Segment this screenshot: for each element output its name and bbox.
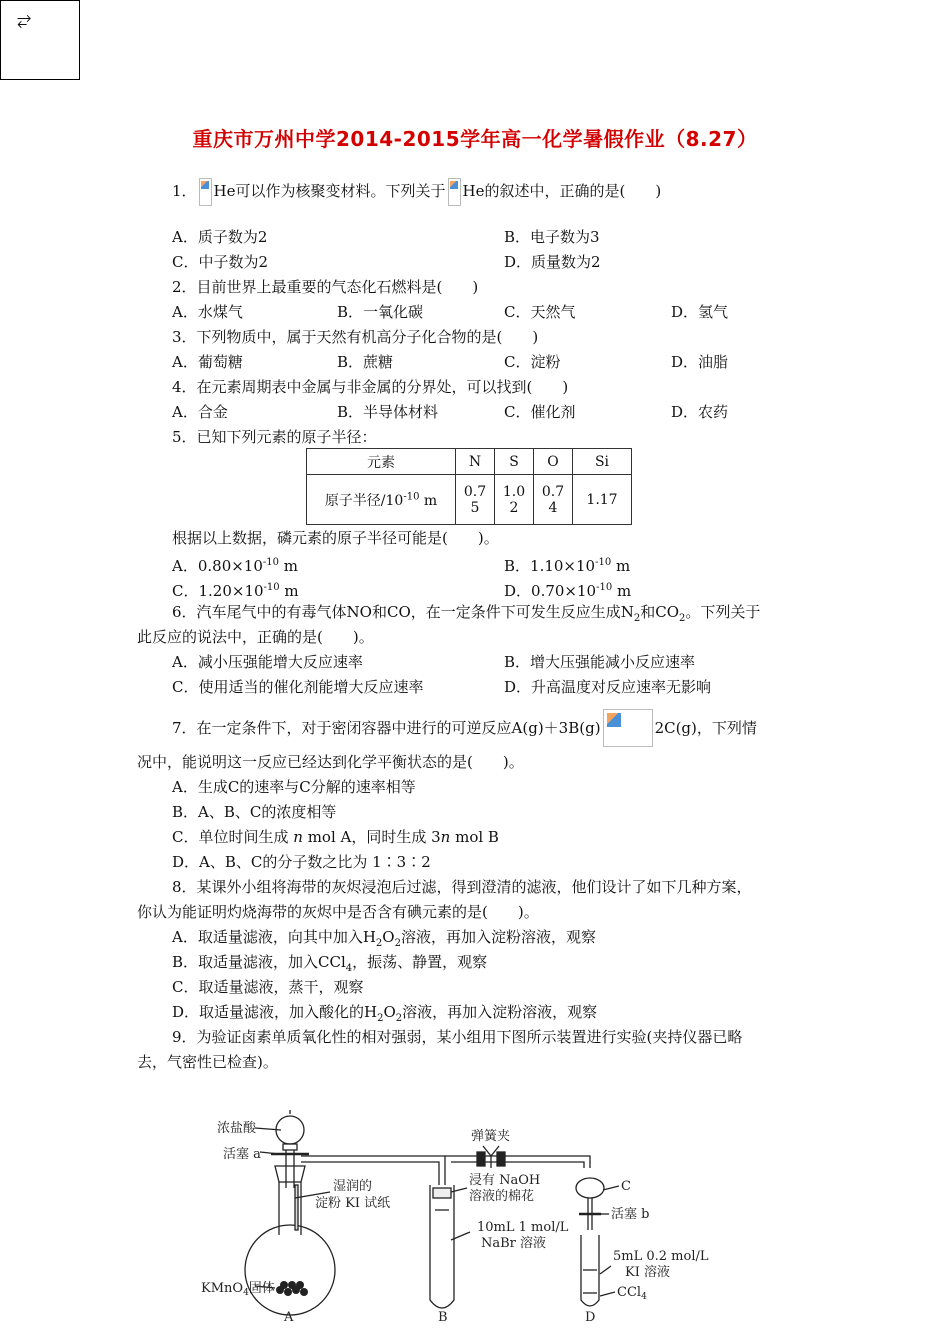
q4-option-d: D．农药 <box>671 403 729 421</box>
label-ccl4: CCl$_4$ <box>617 1285 647 1302</box>
q3-option-c: C．淀粉 <box>504 353 561 371</box>
q9-stem-line2: 去，气密性已检查)。 <box>137 1053 278 1071</box>
table-row-label: 原子半径$/10^{-10}$ m <box>307 475 456 525</box>
q6-option-c: C．使用适当的催化剂能增大反应速率 <box>172 678 424 696</box>
label-stopcock-b: 活塞 b <box>611 1207 650 1222</box>
q7-option-d: D．A、B、C的分子数之比为 1∶3∶2 <box>172 853 431 871</box>
label-conc-hcl: 浓盐酸 <box>217 1121 257 1136</box>
q1-stem: 1． He可以作为核聚变材料。下列关于 He的叙述中，正确的是( ) <box>172 178 661 206</box>
q5-option-b: B．$1.10\times 10^{-10}$ m <box>504 557 631 575</box>
q6-stem-line2: 此反应的说法中，正确的是( )。 <box>137 628 374 646</box>
label-spring-clip: 弹簧夹 <box>471 1129 511 1144</box>
q8-stem-line1: 8．某课外小组将海带的灰烬浸泡后过滤，得到澄清的滤液，他们设计了如下几种方案， <box>172 878 752 896</box>
q1-option-d: D．质量数为2 <box>504 253 601 271</box>
table-header: 元素 <box>307 449 456 475</box>
q6-option-d: D．升高温度对反应速率无影响 <box>504 678 712 696</box>
table-header: Si <box>573 449 632 475</box>
label-d: D <box>585 1310 596 1325</box>
q4-option-b: B．半导体材料 <box>337 403 439 421</box>
label-c: C <box>621 1179 631 1194</box>
q8-option-b: B．取适量滤液，加入CCl$_4$，振荡、静置，观察 <box>172 953 488 974</box>
q2-option-c: C．天然气 <box>504 303 576 321</box>
table-header: S <box>495 449 534 475</box>
q5-option-c: C．$1.20\times 10^{-10}$ m <box>172 582 299 600</box>
label-cotton-1: 浸有 NaOH <box>469 1173 541 1188</box>
apparatus-diagram <box>195 1110 755 1325</box>
isotope-image-icon <box>448 178 461 206</box>
page-title: 重庆市万州中学2014-2015学年高一化学暑假作业（8.27） <box>192 127 758 151</box>
label-nabr-1: 10mL 1 mol/L <box>477 1220 569 1235</box>
q3-option-b: B．蔗糖 <box>337 353 394 371</box>
table-header: N <box>456 449 495 475</box>
q7-option-c: C．单位时间生成 n mol A，同时生成 3n mol B <box>172 828 499 846</box>
q3-option-d: D．油脂 <box>671 353 729 371</box>
q5-option-a: A．$0.80\times 10^{-10}$ m <box>172 557 298 575</box>
table-cell: 1.0 2 <box>495 475 534 525</box>
q8-stem-line2: 你认为能证明灼烧海带的灰烬中是否含有碘元素的是( )。 <box>137 903 539 921</box>
label-a: A <box>284 1310 294 1325</box>
q7-stem-line2: 况中，能说明这一反应已经达到化学平衡状态的是( )。 <box>137 753 524 771</box>
q1-option-c: C．中子数为2 <box>172 253 269 271</box>
label-kmno4: KMnO$_4$固体 <box>201 1281 275 1298</box>
q7-stem-line1: 7．在一定条件下，对于密闭容器中进行的可逆反应A(g)＋3B(g) 2C(g)，下列情 <box>172 709 757 747</box>
label-ki-1: 5mL 0.2 mol/L <box>613 1249 709 1264</box>
q4-option-c: C．催化剂 <box>504 403 576 421</box>
q7-option-b: B．A、B、C的浓度相等 <box>172 803 337 821</box>
q3-option-a: A．葡萄糖 <box>172 353 243 371</box>
q9-stem-line1: 9．为验证卤素单质氧化性的相对强弱，某小组用下图所示装置进行实验(夹持仪器已略 <box>172 1028 743 1046</box>
table-cell: 0.7 4 <box>534 475 573 525</box>
label-wet-paper-2: 淀粉 KI 试纸 <box>315 1196 391 1211</box>
q6-stem-line1: 6．汽车尾气中的有毒气体NO和CO，在一定条件下可发生反应生成$N_2$和$CO_2$。下列关于 <box>172 603 761 624</box>
q6-option-b: B．增大压强能减小反应速率 <box>504 653 696 671</box>
q1-option-b: B．电子数为3 <box>504 228 600 246</box>
q8-option-c: C．取适量滤液，蒸干，观察 <box>172 978 364 996</box>
label-nabr-2: NaBr 溶液 <box>481 1236 547 1251</box>
label-wet-paper-1: 湿润的 <box>333 1179 373 1194</box>
q7-option-a: A．生成C的速率与C分解的速率相等 <box>172 778 416 796</box>
q5-follow: 根据以上数据，磷元素的原子半径可能是( )。 <box>172 529 499 547</box>
label-b: B <box>438 1310 448 1325</box>
label-ki-2: KI 溶液 <box>625 1265 670 1280</box>
table-cell: 0.7 5 <box>456 475 495 525</box>
q5-option-d: D．$0.70\times 10^{-10}$ m <box>504 582 632 600</box>
q4-stem: 4．在元素周期表中金属与非金属的分界处，可以找到( ) <box>172 378 569 396</box>
label-cotton-2: 溶液的棉花 <box>469 1189 535 1204</box>
q2-option-b: B．一氧化碳 <box>337 303 424 321</box>
q5-stem: 5．已知下列元素的原子半径： <box>172 428 377 446</box>
q6-option-a: A．减小压强能增大反应速率 <box>172 653 363 671</box>
q8-option-d: D．取适量滤液，加入酸化的$H_2O_2$溶液，再加入淀粉溶液，观察 <box>172 1003 598 1024</box>
label-stopcock-a: 活塞 a <box>223 1147 261 1162</box>
q2-stem: 2．目前世界上最重要的气态化石燃料是( ) <box>172 278 479 296</box>
q8-option-a: A．取适量滤液，向其中加入$H_2O_2$溶液，再加入淀粉溶液，观察 <box>172 928 596 949</box>
q4-option-a: A．合金 <box>172 403 228 421</box>
q2-option-a: A．水煤气 <box>172 303 243 321</box>
corner-box <box>0 0 80 80</box>
table-cell: 1.17 <box>573 475 632 525</box>
table-header: O <box>534 449 573 475</box>
q1-option-a: A．质子数为2 <box>172 228 268 246</box>
q3-stem: 3．下列物质中，属于天然有机高分子化合物的是( ) <box>172 328 539 346</box>
exchange-icon: ⥂ <box>17 9 32 30</box>
isotope-image-icon <box>199 178 212 206</box>
atomic-radius-table <box>306 448 632 525</box>
q2-option-d: D．氢气 <box>671 303 729 321</box>
reversible-arrow-image-icon <box>603 709 653 747</box>
